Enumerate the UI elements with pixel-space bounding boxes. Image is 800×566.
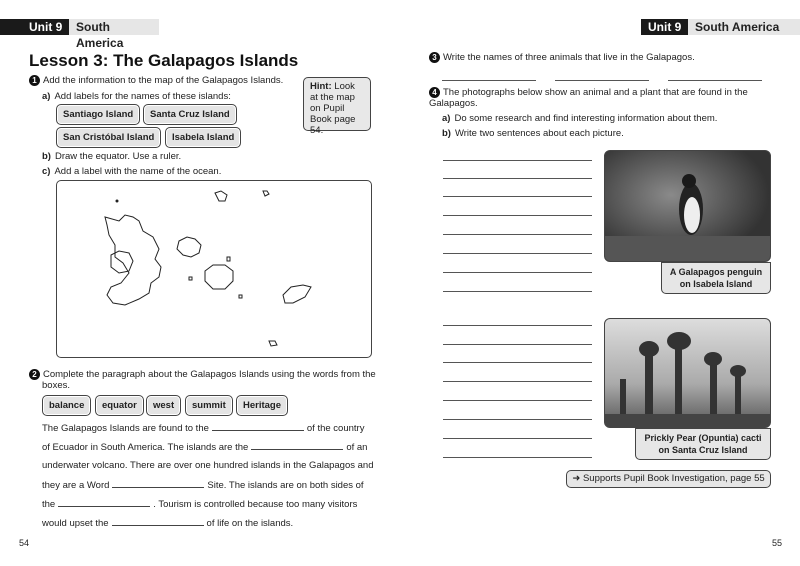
writing-line[interactable]: [443, 234, 592, 235]
answer-blank[interactable]: [212, 422, 304, 431]
question-2: [32, 369, 382, 391]
writing-line[interactable]: [443, 178, 592, 179]
penguin-caption: A Galapagos penguin on Isabela Island: [661, 262, 771, 294]
cactus-caption: Prickly Pear (Opuntia) cacti on Santa Cruz Island: [635, 428, 771, 460]
penguin-photo: [604, 150, 771, 262]
writing-line[interactable]: [443, 272, 592, 273]
part-label: b): [442, 128, 451, 139]
paragraph-line: of Ecuador in South America. The islands are the of an: [42, 442, 368, 453]
paragraph-line: the . Tourism is controlled because too many visitors: [42, 499, 358, 510]
part-text: Do some research and find interesting information about them.: [454, 113, 718, 124]
writing-line[interactable]: [443, 196, 592, 197]
san-cristobal-island-outline: [283, 285, 311, 303]
unit-label: Unit 9: [0, 19, 69, 35]
hint-text: Look at the map on Pupil Book page 54.: [310, 81, 356, 136]
writing-line[interactable]: [443, 381, 592, 382]
writing-line[interactable]: [443, 291, 592, 292]
hint-box: [303, 77, 371, 136]
answer-line[interactable]: [442, 80, 536, 81]
part-label: a): [442, 113, 451, 124]
writing-line[interactable]: [443, 253, 592, 254]
island-chip: Santiago Island: [56, 104, 140, 125]
part-label: b): [42, 151, 51, 162]
answer-blank[interactable]: [112, 479, 204, 488]
cactus-image: [605, 319, 771, 428]
question-3: [429, 52, 695, 63]
part-label: a): [42, 91, 51, 102]
island-outline: [189, 257, 242, 298]
part-text: Draw the equator. Use a ruler.: [54, 151, 182, 162]
question-number: 2: [29, 369, 40, 380]
writing-line[interactable]: [443, 160, 592, 161]
q1-part-c: [42, 166, 221, 177]
writing-line[interactable]: [443, 362, 592, 363]
question-1: [29, 75, 283, 86]
unit-label: Unit 9: [641, 19, 688, 35]
answer-blank[interactable]: [112, 517, 204, 526]
island-outline: [269, 341, 277, 346]
island-chip: San Cristóbal Island: [56, 127, 161, 148]
part-text: Add a label with the name of the ocean.: [54, 166, 222, 177]
santiago-island-outline: [177, 237, 201, 257]
pupil-book-reference: ➜ Supports Pupil Book Investigation, page 55: [566, 470, 771, 488]
cactus-photo: [604, 318, 771, 428]
island-outline: [215, 191, 227, 201]
question-number: 1: [29, 75, 40, 86]
word-chip: west: [146, 395, 181, 416]
question-text: The photographs below show an animal and a plant that are found in the Galapagos.: [429, 87, 748, 109]
part-text: Add labels for the names of these islands:: [54, 91, 231, 102]
word-chip: equator: [95, 395, 144, 416]
question-number: 3: [429, 52, 440, 63]
question-number: 4: [429, 87, 440, 98]
word-chip: Heritage: [236, 395, 288, 416]
galapagos-map[interactable]: [56, 180, 372, 358]
island-outline: [263, 191, 269, 196]
word-chip: summit: [185, 395, 233, 416]
page-title: Lesson 3: The Galapagos Islands: [29, 51, 299, 70]
page-number: 55: [772, 538, 783, 548]
paragraph-line: they are a Word Site. The islands are on both sides of: [42, 480, 364, 491]
word-chip: balance: [42, 395, 91, 416]
q1-part-b: [42, 151, 181, 162]
question-text: Complete the paragraph about the Galapagos Islands using the words from the boxes.: [42, 369, 376, 391]
topic-label: South America: [69, 19, 159, 35]
writing-line[interactable]: [443, 400, 592, 401]
writing-line[interactable]: [443, 215, 592, 216]
island-chip: Isabela Island: [165, 127, 241, 148]
answer-line[interactable]: [555, 80, 649, 81]
page-number: 54: [19, 538, 30, 548]
writing-line[interactable]: [443, 344, 592, 345]
island-outlines: [57, 181, 373, 359]
answer-line[interactable]: [668, 80, 762, 81]
paragraph-line: The Galapagos Islands are found to the of the country: [42, 423, 365, 434]
santa-cruz-island-outline: [205, 265, 233, 289]
island-outline: [116, 200, 118, 202]
paragraph-line: would upset the of life on the islands.: [42, 518, 294, 529]
topic-label: South America: [688, 19, 800, 35]
answer-blank[interactable]: [251, 441, 343, 450]
part-label: c): [42, 166, 51, 177]
writing-line[interactable]: [443, 438, 592, 439]
hint-label: Hint:: [310, 81, 332, 92]
q1-part-a: [42, 91, 231, 102]
island-chip: Santa Cruz Island: [143, 104, 237, 125]
part-text: Write two sentences about each picture.: [454, 128, 624, 139]
question-text: Write the names of three animals that live in the Galapagos.: [443, 52, 695, 63]
q4-part-b: [442, 128, 624, 139]
question-text: Add the information to the map of the Galapagos Islands.: [43, 75, 284, 86]
answer-blank[interactable]: [58, 498, 150, 507]
writing-line[interactable]: [443, 457, 592, 458]
q4-part-a: [442, 113, 717, 124]
writing-line[interactable]: [443, 325, 592, 326]
paragraph-line: underwater volcano. There are over one hundred islands in the Galapagos and: [42, 460, 374, 471]
penguin-image: [605, 151, 771, 262]
writing-line[interactable]: [443, 419, 592, 420]
question-4: [429, 87, 769, 109]
